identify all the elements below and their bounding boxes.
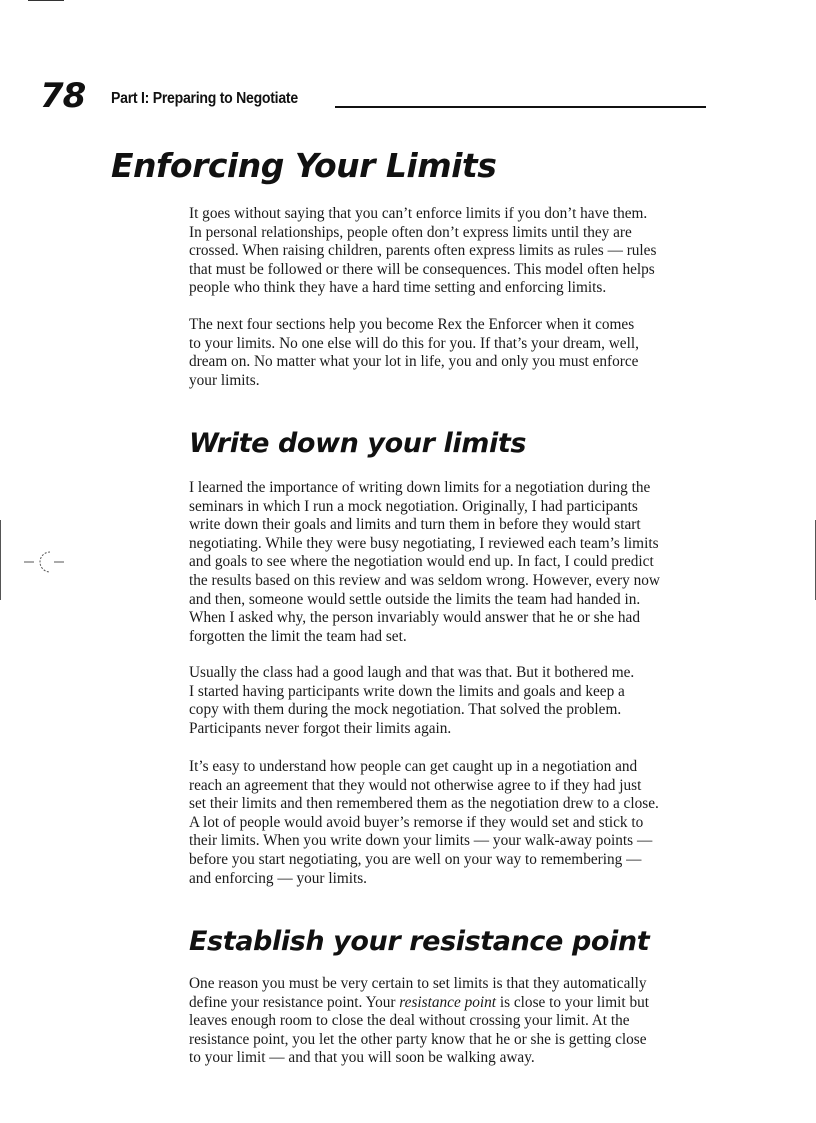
crop-mark-top xyxy=(28,0,64,1)
text-line: and then, someone would settle outside the limits the team had handed in. xyxy=(189,590,641,608)
text-line: forgotten the limit the team had set. xyxy=(189,627,407,645)
text-line: resistance point, you let the other party know that he or she is getting close xyxy=(189,1030,647,1048)
text-line: copy with them during the mock negotiation. That solved the problem. xyxy=(189,701,622,719)
text-line: that must be followed or there will be consequences. This model often helps xyxy=(189,260,655,278)
running-head: Part I: Preparing to Negotiate xyxy=(111,90,298,107)
text-line: crossed. When raising children, parents often express limits as rules — rules xyxy=(189,242,657,260)
header-rule xyxy=(335,106,706,108)
text-line xyxy=(189,994,719,1013)
page-number: 78 xyxy=(40,76,86,116)
text-line: your limits. xyxy=(189,371,260,389)
section-heading: Enforcing Your Limits xyxy=(111,146,497,185)
text-line: Usually the class had a good laugh and that was that. But it bothered me. xyxy=(189,664,635,681)
text-line: and goals to see where the negotiation would end up. In fact, I could predict xyxy=(189,553,654,571)
text-line: leaves enough room to close the deal without crossing your limit. At the xyxy=(189,1012,630,1030)
text-line: A lot of people would avoid buyer’s remorse if they would set and stick to xyxy=(189,813,644,831)
text-line: It’s easy to understand how people can get caught up in a negotiation and xyxy=(189,758,638,775)
text-line: I learned the importance of writing down limits for a negotiation during the xyxy=(189,479,651,496)
registration-mark xyxy=(24,548,64,576)
text-line: write down their goals and limits and turn them in before they would start xyxy=(189,516,641,534)
subsection-heading-resistance-point: Establish your resistance point xyxy=(189,926,650,957)
text-line: seminars in which I run a mock negotiation. Originally, I had participants xyxy=(189,497,638,515)
text-line: before you start negotiating, you are well on your way to remembering — xyxy=(189,850,642,868)
text-line: negotiating. While they were busy negotiating, I reviewed each team’s limits xyxy=(189,534,659,552)
text-line: the results based on this review and was seldom wrong. However, every now xyxy=(189,571,660,589)
text-line: set their limits and then remembered them as the negotiation drew to a close. xyxy=(189,795,659,813)
resistance-point-paragraph xyxy=(189,975,719,1068)
defined-term: resistance point xyxy=(399,993,497,1011)
text-line: to your limit — and that you will soon be walking away. xyxy=(189,1049,535,1067)
text-line: to your limits. No one else will do this for you. If that’s your dream, well, xyxy=(189,334,639,352)
text-line: In personal relationships, people often don’t express limits until they are xyxy=(189,223,632,241)
text-segment: define your resistance point. Your xyxy=(189,993,400,1011)
text-line: It goes without saying that you can’t enforce limits if you don’t have them. xyxy=(189,205,648,222)
text-line: When I asked why, the person invariably would answer that he or she had xyxy=(189,609,640,627)
crop-mark-left xyxy=(0,520,1,600)
intro-paragraph-2 xyxy=(189,316,719,390)
write-down-paragraph-2 xyxy=(189,664,719,738)
text-line: reach an agreement that they would not otherwise agree to if they had just xyxy=(189,776,642,794)
text-line: One reason you must be very certain to set limits is that they automatically xyxy=(189,975,647,992)
text-line: and enforcing — your limits. xyxy=(189,869,368,887)
text-segment: is close to your limit but xyxy=(496,993,649,1011)
intro-paragraph-1 xyxy=(189,205,719,298)
text-line: I started having participants write down the limits and goals and keep a xyxy=(189,682,625,700)
text-line: dream on. No matter what your lot in life, you and only you must enforce xyxy=(189,353,639,371)
text-line: The next four sections help you become Rex the Enforcer when it comes xyxy=(189,316,635,333)
write-down-paragraph-1 xyxy=(189,479,719,646)
text-line: people who think they have a hard time setting and enforcing limits. xyxy=(189,279,607,297)
write-down-paragraph-3 xyxy=(189,758,719,888)
text-line: their limits. When you write down your limits — your walk-away points — xyxy=(189,832,653,850)
subsection-heading-write-down: Write down your limits xyxy=(189,428,526,459)
text-line: Participants never forgot their limits again. xyxy=(189,719,452,737)
